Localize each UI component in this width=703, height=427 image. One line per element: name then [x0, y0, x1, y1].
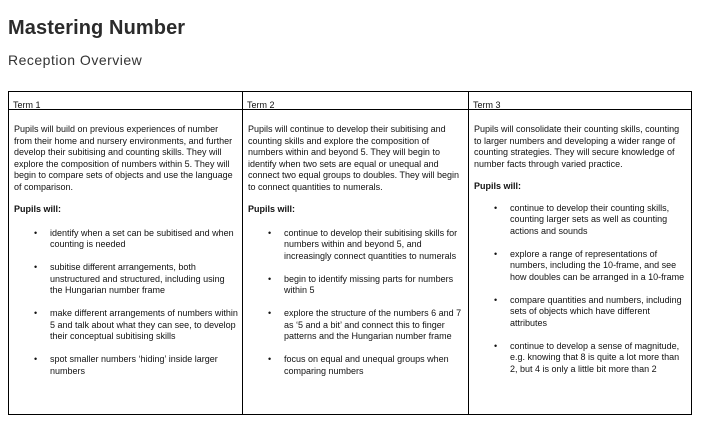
objectives-list: [14, 228, 238, 378]
term-intro: Pupils will build on previous experiences of number from their home and nursery environments, and further develop their subitising and counting skills. They will explore the composition of numbers within 5. They will begin to compare sets of objects and use the language of comparison.: [14, 124, 233, 192]
term-3-heading: Term 3: [468, 92, 691, 110]
bullet-icon: •: [494, 202, 498, 213]
list-item: [14, 308, 238, 343]
bullet-icon: •: [494, 294, 498, 305]
list-item: [248, 354, 464, 377]
pupils-will-label: Pupils will:: [474, 181, 522, 191]
bullet-icon: •: [494, 340, 498, 351]
objective-text: make different arrangements of numbers within 5 and talk about what they can see, to develop their conceptual subitising skills: [50, 308, 238, 341]
term-intro: Pupils will continue to develop their subitising and counting skills and explore the composition of numbers within and beyond 5. They will begin to identify when two sets are equal or unequal and connect two equal groups to doubles. They will begin to connect quantities to numerals.: [248, 124, 459, 192]
pupils-will-label: Pupils will:: [14, 204, 62, 214]
objective-text: compare quantities and numbers, including sets of objects which have different attributes: [510, 294, 682, 328]
objective-text: explore a range of representations of numbers, including the 10-frame, and see how doubles can be arranged in a 10-frame: [510, 248, 685, 282]
list-item: [474, 249, 687, 284]
overview-table: [8, 91, 692, 415]
term-1-heading: Term 1: [9, 92, 242, 110]
bullet-icon: •: [34, 308, 38, 318]
objective-text: identify when a set can be subitised and when counting is needed: [50, 227, 234, 249]
bullet-icon: •: [34, 227, 38, 238]
bullet-icon: •: [494, 248, 498, 259]
document-subtitle: Reception Overview: [8, 52, 143, 68]
objective-text: begin to identify missing parts for numbers within 5: [284, 273, 454, 295]
list-item: [248, 308, 464, 343]
objective-text: continue to develop their subitising skills for numbers within and beyond 5, and increasingly connect quantities to numerals: [284, 227, 458, 261]
bullet-icon: •: [268, 354, 272, 364]
objective-text: continue to develop their counting skills, counting larger sets as well as counting actions and sounds: [510, 202, 670, 236]
objective-text: focus on equal and unequal groups when comparing numbers: [284, 354, 449, 376]
bullet-icon: •: [34, 262, 38, 272]
objectives-list: [474, 203, 687, 376]
term-3-cell: [468, 110, 691, 414]
list-item: [14, 262, 238, 297]
bullet-icon: •: [268, 308, 272, 318]
list-item: [474, 203, 687, 238]
list-item: [248, 274, 464, 297]
term-intro: Pupils will consolidate their counting skills, counting to larger numbers and developing a wider range of counting strategies. They will secure knowledge of number facts through varied practice.: [474, 124, 680, 169]
objective-text: continue to develop a sense of magnitude, e.g. knowing that 8 is quite a lot more than 2, but 4 is only a little bit more than 2: [510, 340, 680, 374]
bullet-icon: •: [268, 273, 272, 284]
list-item: [14, 228, 238, 251]
term-1-cell: [9, 110, 242, 414]
bullet-icon: •: [34, 354, 38, 364]
term-2-heading: Term 2: [242, 92, 468, 110]
list-item: [14, 354, 238, 377]
list-item: [248, 228, 464, 263]
objective-text: spot smaller numbers ‘hiding’ inside larger numbers: [50, 354, 218, 376]
objectives-list: [248, 228, 464, 378]
objective-text: subitise different arrangements, both unstructured and structured, including using the Hungarian number frame: [50, 262, 225, 295]
term-2-cell: [242, 110, 468, 414]
document-title: Mastering Number: [8, 17, 186, 39]
list-item: [474, 295, 687, 330]
pupils-will-label: Pupils will:: [248, 204, 296, 214]
list-item: [474, 341, 687, 376]
bullet-icon: •: [268, 227, 272, 238]
objective-text: explore the structure of the numbers 6 and 7 as ‘5 and a bit’ and connect this to finger patterns and the Hungarian number frame: [284, 308, 462, 341]
